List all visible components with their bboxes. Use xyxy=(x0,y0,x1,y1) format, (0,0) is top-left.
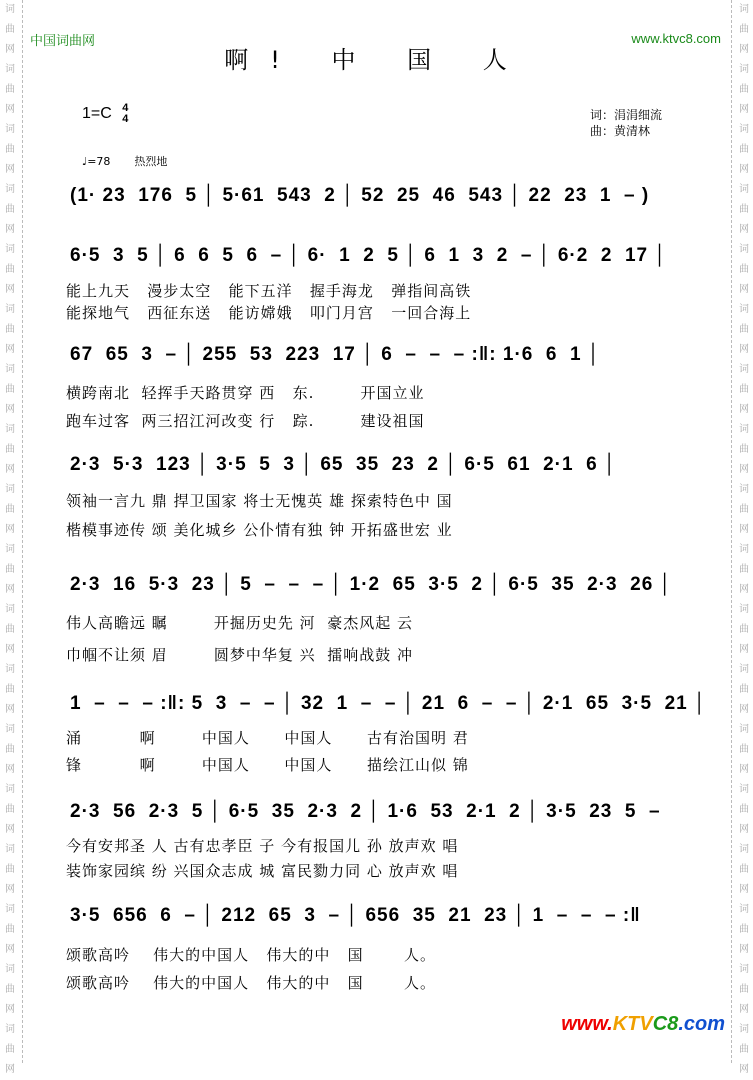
watermark-text: 词 曲 网 xyxy=(5,304,15,355)
lyric-line: 装饰家园缤 纷 兴国众志成 城 富民勠力同 心 放声欢 唱 xyxy=(66,862,459,880)
notation-row: 2·3 16 5·3 23 │ 5 – – – │ 1·2 65 3·5 2 │ 6·5 35 2·3 26 │ xyxy=(70,574,673,595)
tempo-marking xyxy=(82,153,167,169)
footer-part: .com xyxy=(678,1013,725,1035)
watermark-text: 词 曲 网 xyxy=(739,124,749,175)
notation-row: (1· 23 176 5 │ 5·61 543 2 │ 52 25 46 543 │ 22 23 1 – ) xyxy=(70,185,650,206)
watermark-text: 词 曲 网 xyxy=(739,4,749,55)
lyric-line: 领袖一言九 鼎 捍卫国家 将士无愧英 雄 探索特色中 国 xyxy=(66,492,453,510)
watermark-text: 词 曲 网 xyxy=(5,244,15,295)
watermark-text: 词 曲 网 xyxy=(739,184,749,235)
watermark-text: 词 曲 网 xyxy=(5,184,15,235)
watermark-text: 词 曲 网 xyxy=(5,964,15,1015)
watermark-text: 词 曲 网 xyxy=(739,844,749,895)
footer-logo xyxy=(561,1013,725,1036)
right-border xyxy=(731,0,732,1063)
lyric-line: 伟人高瞻远 瞩 开掘历史先 河 豪杰风起 云 xyxy=(66,614,413,632)
expression: 热烈地 xyxy=(134,155,168,168)
watermark-text: 词 曲 网 xyxy=(739,424,749,475)
footer-part: C8 xyxy=(652,1013,679,1035)
left-border xyxy=(22,0,23,1063)
watermark-text: 词 曲 网 xyxy=(5,484,15,535)
tempo: ♩=78 xyxy=(82,155,111,168)
watermark-text: 词 曲 网 xyxy=(5,784,15,835)
site-name: 中国词曲网 xyxy=(30,34,96,49)
watermark-text: 词 曲 网 xyxy=(5,124,15,175)
watermark-text: 词 曲 网 xyxy=(5,544,15,595)
watermark-text: 词 曲 网 xyxy=(5,1024,15,1075)
time-signature xyxy=(122,103,128,125)
watermark-text: 词 曲 网 xyxy=(5,364,15,415)
watermark-text: 词 曲 网 xyxy=(5,424,15,475)
watermark-text: 词 曲 网 xyxy=(739,784,749,835)
lyric-line: 能上九天 漫步太空 能下五洋 握手海龙 弹指间高铁 xyxy=(66,282,472,300)
watermark-text: 词 曲 网 xyxy=(739,544,749,595)
lyric-line: 楷模事迹传 颂 美化城乡 公仆情有独 钟 开拓盛世宏 业 xyxy=(66,521,453,539)
watermark-text: 词 曲 网 xyxy=(739,64,749,115)
notation-row: 2·3 56 2·3 5 │ 6·5 35 2·3 2 │ 1·6 53 2·1 2 │ 3·5 23 5 – xyxy=(70,801,661,822)
site-url[interactable]: www.ktvc8.com xyxy=(631,31,721,46)
watermark-text: 词 曲 网 xyxy=(739,664,749,715)
watermark-text: 词 曲 网 xyxy=(739,1024,749,1075)
key-signature xyxy=(82,103,128,125)
lyric-line: 锋 啊 中国人 中国人 描绘江山似 锦 xyxy=(66,756,469,774)
watermark-text: 词 曲 网 xyxy=(5,904,15,955)
lyricist: 词：涓涓细流 xyxy=(590,108,663,122)
watermark-text: 词 曲 网 xyxy=(5,724,15,775)
lyric-line: 颂歌高吟 伟大的中国人 伟大的中 国 人。 xyxy=(66,974,437,992)
notation-row: 1 – – – :‖: 5 3 – – │ 32 1 – – │ 21 6 – – │ 2·1 65 3·5 21 │ xyxy=(70,693,707,714)
watermark-text: 词 曲 网 xyxy=(5,4,15,55)
watermark-text: 词 曲 网 xyxy=(739,724,749,775)
lyric-line: 跑车过客 两三招江河改变 行 踪. 建设祖国 xyxy=(66,412,425,430)
watermark-text: 词 曲 网 xyxy=(5,664,15,715)
notation-row: 2·3 5·3 123 │ 3·5 5 3 │ 65 35 23 2 │ 6·5 61 2·1 6 │ xyxy=(70,454,617,475)
watermark-text: 词 曲 网 xyxy=(5,604,15,655)
time-top: 4 xyxy=(122,102,129,114)
lyric-line: 颂歌高吟 伟大的中国人 伟大的中 国 人。 xyxy=(66,946,437,964)
watermark-text: 词 曲 网 xyxy=(739,604,749,655)
watermark-text: 词 曲 网 xyxy=(5,844,15,895)
watermark-text: 词 曲 网 xyxy=(739,244,749,295)
lyric-line: 涌 啊 中国人 中国人 古有治国明 君 xyxy=(66,729,469,747)
lyric-line: 横跨南北 轻挥手天路贯穿 西 东. 开国立业 xyxy=(66,384,425,402)
footer-part: KTV xyxy=(612,1013,653,1035)
composer: 曲：黄清林 xyxy=(590,124,651,138)
watermark-text: 词 曲 网 xyxy=(739,964,749,1015)
key: 1=C xyxy=(82,105,112,123)
lyric-line: 能探地气 西征东送 能访嫦娥 叩门月宫 一回合海上 xyxy=(66,304,472,322)
credits xyxy=(590,107,662,139)
time-bottom: 4 xyxy=(122,113,129,125)
footer-part: www. xyxy=(561,1013,613,1035)
watermark-text: 词 曲 网 xyxy=(739,364,749,415)
watermark-text: 词 曲 网 xyxy=(739,904,749,955)
notation-row: 3·5 656 6 – │ 212 65 3 – │ 656 35 21 23 │ 1 – – – :‖ xyxy=(70,905,641,926)
watermark-text: 词 曲 网 xyxy=(5,64,15,115)
song-title: 啊! 中 国 人 xyxy=(224,46,529,74)
lyric-line: 今有安邦圣 人 古有忠孝臣 子 今有报国儿 孙 放声欢 唱 xyxy=(66,837,459,855)
watermark-text: 词 曲 网 xyxy=(739,304,749,355)
notation-row: 67 65 3 – │ 255 53 223 17 │ 6 – – – :‖: 1·6 6 1 │ xyxy=(70,344,601,365)
watermark-text: 词 曲 网 xyxy=(739,484,749,535)
notation-row: 6·5 3 5 │ 6 6 5 6 – │ 6· 1 2 5 │ 6 1 3 2 – │ 6·2 2 17 │ xyxy=(70,245,668,266)
lyric-line: 巾帼不让须 眉 圆梦中华复 兴 擂响战鼓 冲 xyxy=(66,646,413,664)
